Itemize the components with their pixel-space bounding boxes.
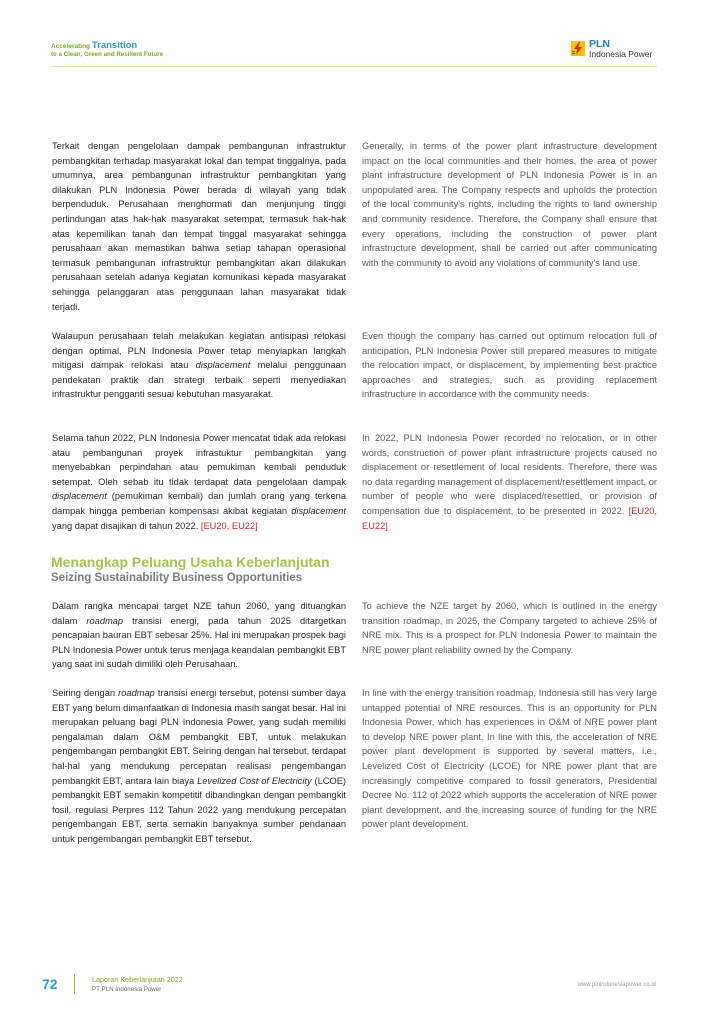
italic-term: roadmap bbox=[118, 688, 155, 698]
text-run: (LCOE) pembangkit EBT semakin kompetitif dibandingkan dengan pembangkit fosil, regulasi Perpres 112 Tahun 2022 yang mendukung percepatan pengembangan EBT, serta semakin banyaknya sumber pendanaan untuk pengembangan pembangkit EBT tersebut. bbox=[52, 775, 346, 844]
paragraph-en bbox=[362, 599, 657, 657]
footer-divider bbox=[74, 974, 75, 994]
paragraph-text bbox=[362, 329, 657, 402]
header-tagline-big: Transition bbox=[91, 40, 138, 51]
paragraph-text bbox=[362, 139, 657, 270]
header-tagline-small: Accelerating bbox=[51, 43, 91, 50]
text-run: melalui penggunaan pendekatan praktik dan strategi terbaik seperti menyediakan infrastruktur pengganti sesuai kebutuhan masyarakat. bbox=[52, 360, 346, 400]
logo-subtitle: Indonesia Power bbox=[589, 49, 653, 59]
gri-reference: [EU20, EU22] bbox=[362, 505, 657, 531]
text-run: In 2022, PLN Indonesia Power recorded no relocation, or in other words, construction of power plant infrastructure projects caused no displacement or resettlement of local residents. Therefore, there was no data regarding management of displacement/resettlement impact, or number of people who were displaced/resettled, or provision of compensation due to displacement, to be presented in 2022. bbox=[362, 433, 657, 516]
italic-term: roadmap bbox=[86, 615, 124, 626]
header-tagline bbox=[51, 40, 137, 51]
lightning-logo-icon bbox=[571, 41, 585, 56]
text-run: Terkait dengan pengelolaan dampak pembangunan infrastruktur pembangkitan terhadap masyarakat lokal dan tempat tinggalnya, pada umumnya, area pembangunan infrastruktur pembangkitan yang dilakukan PLN Indonesia Power berada di wilayah yang tidak berpenduduk. Perusahaan menghormati dan menjunjung tinggi perlindungan atas hak-hak masyarakat setempat, termasuk hak-hak atas kepemilikan tanah dan tempat tinggal masyarakat sehingga perusahaan akan memastikan bahwa setiap tahapan operasional termasuk pembangunan infrastruktur pembangkitan akan dilakukan perusahaan setelah adanya kegiatan komunikasi kepada masyarakat sehingga pelanggaran atas penggunaan lahan masyarakat tidak terjadi. bbox=[52, 141, 346, 312]
text-run: Seiring dengan bbox=[52, 688, 119, 698]
text-run: Dalam rangka mencapai target NZE tahun 2060, yang dituangkan dalam bbox=[52, 601, 346, 626]
header-tagline-line2: to a Clean, Green and Resilient Future bbox=[51, 51, 164, 58]
text-run: Walaupun perusahaan telah melakukan kegiatan antisipasi relokasi dengan optimal, PLN Indonesia Power tetap menyiapkan langkah mitigasi dampak relokasi atau bbox=[52, 331, 346, 371]
footer-report-title: Laporan Keberlanjutan 2022 bbox=[92, 975, 183, 984]
section-title-id: Menangkap Peluang Usaha Keberlanjutan bbox=[51, 554, 330, 570]
text-run: Even though the company has carried out optimum relocation full of anticipation, PLN Indonesia Power still prepared measures to mitigate the relocation impact, or displacement, by implementing best practice approaches and strategies, such as providing replacement infrastructure in accordance with the community needs. bbox=[362, 331, 657, 400]
text-run: Selama tahun 2022, PLN Indonesia Power mencatat tidak ada relokasi atau pembangunan proyek infrastuktur pembangkitan yang menyebabkan perpindahan atau pemukiman kembali penduduk setempat. Oleh sebab itu tidak terdapat data pengelolaan dampak bbox=[52, 433, 346, 487]
paragraph-text bbox=[362, 686, 657, 832]
text-run: To achieve the NZE target by 2060, which is outlined in the energy transition roadmap, in 2025, the Company targeted to achieve 25% of NRE mix. This is a prospect for PLN Indonesia Power to maintain the NRE power plant reliability owned by the Company. bbox=[362, 601, 657, 655]
paragraph-text bbox=[52, 329, 346, 402]
text-run: In line with the energy transition roadmap, Indonesia still has very large untapped potential of NRE resources. This is an opportunity for PLN Indonesia Power, which has experiences in O&M of NRE power plant to develop NRE power plant. In line with this, the acceleration of NRE power plant development is supported by several matters, i.e., Levelized Cost of Electricity (LCOE) for NRE power plant that are increasingly competitive compared to fossil generators, Presidential Decree No. 112 of 2022 which supports the acceleration of NRE power plant development, and the increasing source of funding for the NRE power plant development. bbox=[362, 688, 657, 830]
paragraph-id bbox=[52, 686, 346, 847]
text-run: yang dapat disajikan di tahun 2022. bbox=[52, 520, 201, 531]
page-number: 72 bbox=[42, 976, 58, 992]
section-title-en: Seizing Sustainability Business Opportunities bbox=[51, 572, 303, 584]
paragraph-text bbox=[52, 599, 346, 672]
text-run: (pemukiman kembali) dan jumlah orang yang terkena dampak hingga pemberian kompensasi akibat kegiatan bbox=[52, 491, 346, 516]
italic-term: displacement bbox=[52, 491, 107, 502]
footer-company: PT PLN Indonesia Power bbox=[92, 986, 162, 993]
paragraph-id bbox=[52, 329, 346, 402]
paragraph-text bbox=[52, 686, 346, 847]
text-run: transisi energi tersebut, potensi sumber daya EBT yang belum dimanfaatkan di Indonesia masih sangat besar. Hal ini merupakan peluang bagi PLN Indonesia Power, yang sudah memiliki pengalaman dalam O&M pembangkit EBT, untuk melakukan pengembangan pembangkit EBT. Seiring dengan hal tersebut, terdapat hal-hal yang mendukung percepatan realisasi pengembangan pembangkit EBT, antara lain biaya bbox=[52, 688, 346, 786]
logo-name: PLN bbox=[589, 38, 610, 50]
paragraph-text bbox=[362, 599, 657, 657]
paragraph-id bbox=[52, 599, 346, 672]
gri-reference: [EU20, EU22] bbox=[200, 520, 258, 531]
text-run: Generally, in terms of the power plant infrastructure development impact on the local communities and their homes, the area of power plant infrastructure development of PLN Indonesia Power is in an unpopulated area. The Company respects and upholds the protection of the local community's rights, including the rights to land ownership and community residence. Therefore, the Company shall ensure that every operations, including the construction of power plant infrastructure development, shall be carried out after communicating with the community to avoid any violations of community's land use. bbox=[362, 141, 657, 268]
paragraph-en bbox=[362, 139, 657, 270]
page-header bbox=[51, 38, 657, 67]
paragraph-en bbox=[362, 431, 657, 533]
italic-term: displacement bbox=[195, 360, 251, 371]
paragraph-text bbox=[52, 431, 346, 533]
text-run: transisi energi, pada tahun 2025 ditargetkan pencapaian bauran EBT sebesar 25%. Hal ini merupakan prospek bagi PLN Indonesia Power untuk terus menjaga keandalan pembangkit EBT yang saat ini sudah dimiliki oleh Perusahaan. bbox=[52, 615, 346, 670]
paragraph-text bbox=[52, 139, 346, 314]
footer-url[interactable]: www.plnindonesiapower.co.id bbox=[577, 982, 656, 988]
paragraph-en bbox=[362, 686, 657, 832]
paragraph-id bbox=[52, 139, 346, 314]
paragraph-en bbox=[362, 329, 657, 402]
italic-term: displacement bbox=[291, 505, 346, 516]
italic-term: Levelized Cost of Electricity bbox=[197, 775, 312, 786]
paragraph-id bbox=[52, 431, 346, 533]
pln-logo bbox=[571, 39, 657, 59]
paragraph-text bbox=[362, 431, 657, 533]
